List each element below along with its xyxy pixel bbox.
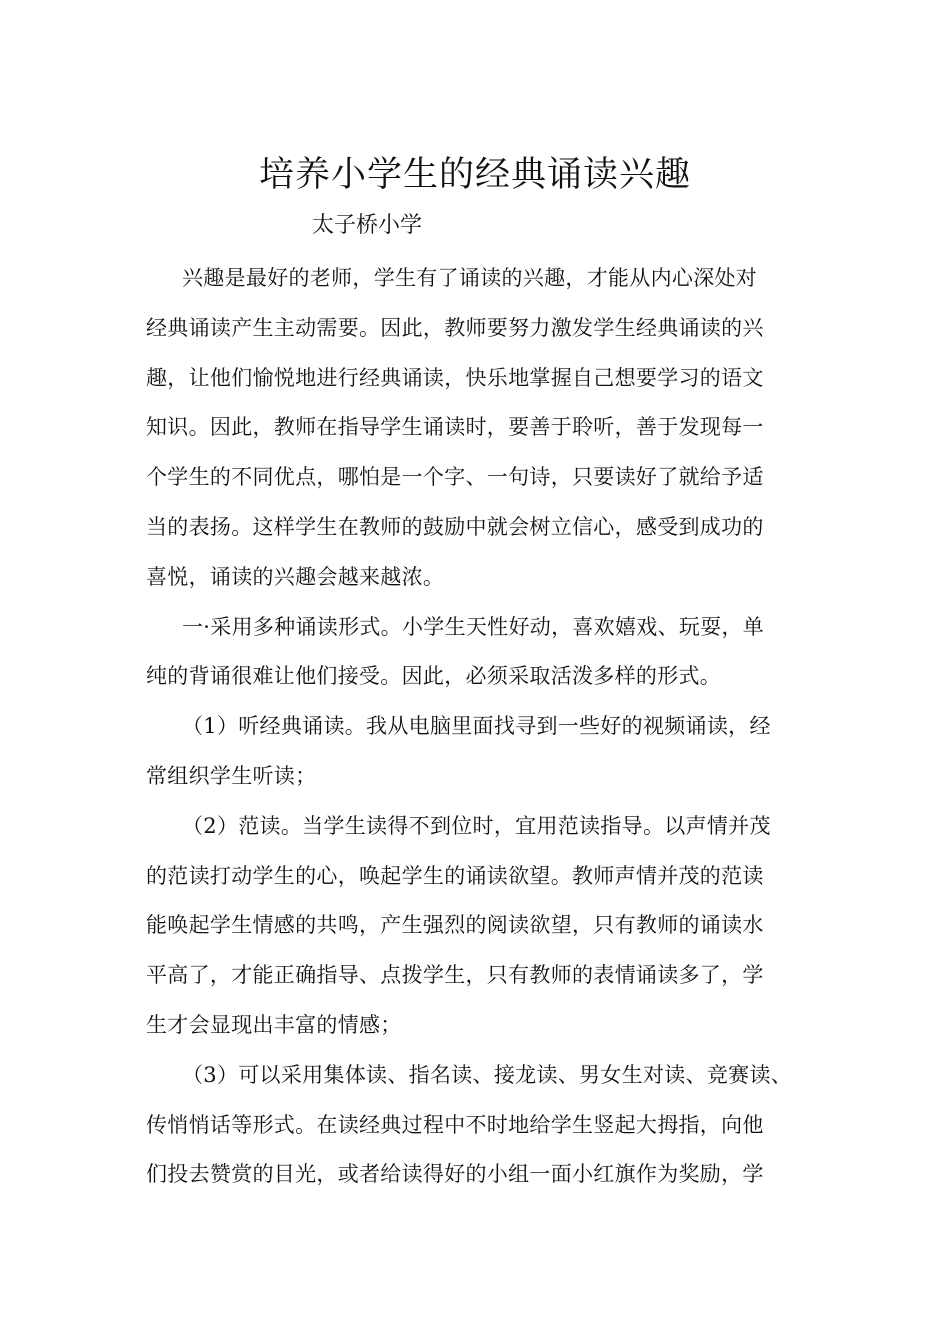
text-line: 传悄悄话等形式。在读经典过程中不时地给学生竖起大拇指，向他 — [146, 1112, 764, 1137]
author-line: 太子桥小学 — [312, 213, 423, 238]
page-title: 培养小学生的经典诵读兴趣 — [258, 155, 691, 195]
text-line: 能唤起学生情感的共鸣，产生强烈的阅读欲望，只有教师的诵读水 — [146, 913, 764, 938]
text-line: 经典诵读产生主动需要。因此，教师要努力激发学生经典诵读的兴 — [146, 315, 764, 340]
text-line: 纯的背诵很难让他们接受。因此，必须采取活泼多样的形式。 — [146, 664, 722, 689]
text-line: 们投去赞赏的目光，或者给读得好的小组一面小红旗作为奖励，学 — [146, 1162, 764, 1187]
text-line: （1）听经典诵读。我从电脑里面找寻到一些好的视频诵读，经 — [182, 714, 771, 739]
text-line: 的范读打动学生的心，唤起学生的诵读欲望。教师声情并茂的范读 — [146, 863, 764, 888]
text-line: 知识。因此，教师在指导学生诵读时，要善于聆听，善于发现每一 — [146, 415, 764, 440]
text-line: 常组织学生听读； — [146, 763, 317, 788]
text-line: 兴趣是最好的老师，学生有了诵读的兴趣，才能从内心深处对 — [182, 266, 758, 290]
text-line: （3）可以采用集体读、指名读、接龙读、男女生对读、竞赛读、 — [182, 1062, 793, 1087]
text-line: 趣，让他们愉悦地进行经典诵读，快乐地掌握自己想要学习的语文 — [146, 365, 764, 390]
text-line: 喜悦，诵读的兴趣会越来越浓。 — [146, 564, 445, 589]
body-text — [146, 254, 846, 1200]
text-line: 当的表扬。这样学生在教师的鼓励中就会树立信心，感受到成功的 — [146, 514, 764, 539]
text-line: 一·采用多种诵读形式。小学生天性好动，喜欢嬉戏、玩耍，单 — [182, 614, 765, 639]
text-line: （2）范读。当学生读得不到位时，宜用范读指导。以声情并茂 — [182, 813, 771, 838]
text-line: 生才会显现出丰富的情感； — [146, 1012, 402, 1037]
text-line: 个学生的不同优点，哪怕是一个字、一句诗，只要读好了就给予适 — [146, 465, 764, 490]
text-line: 平高了，才能正确指导、点拨学生，只有教师的表情诵读多了，学 — [146, 963, 764, 988]
